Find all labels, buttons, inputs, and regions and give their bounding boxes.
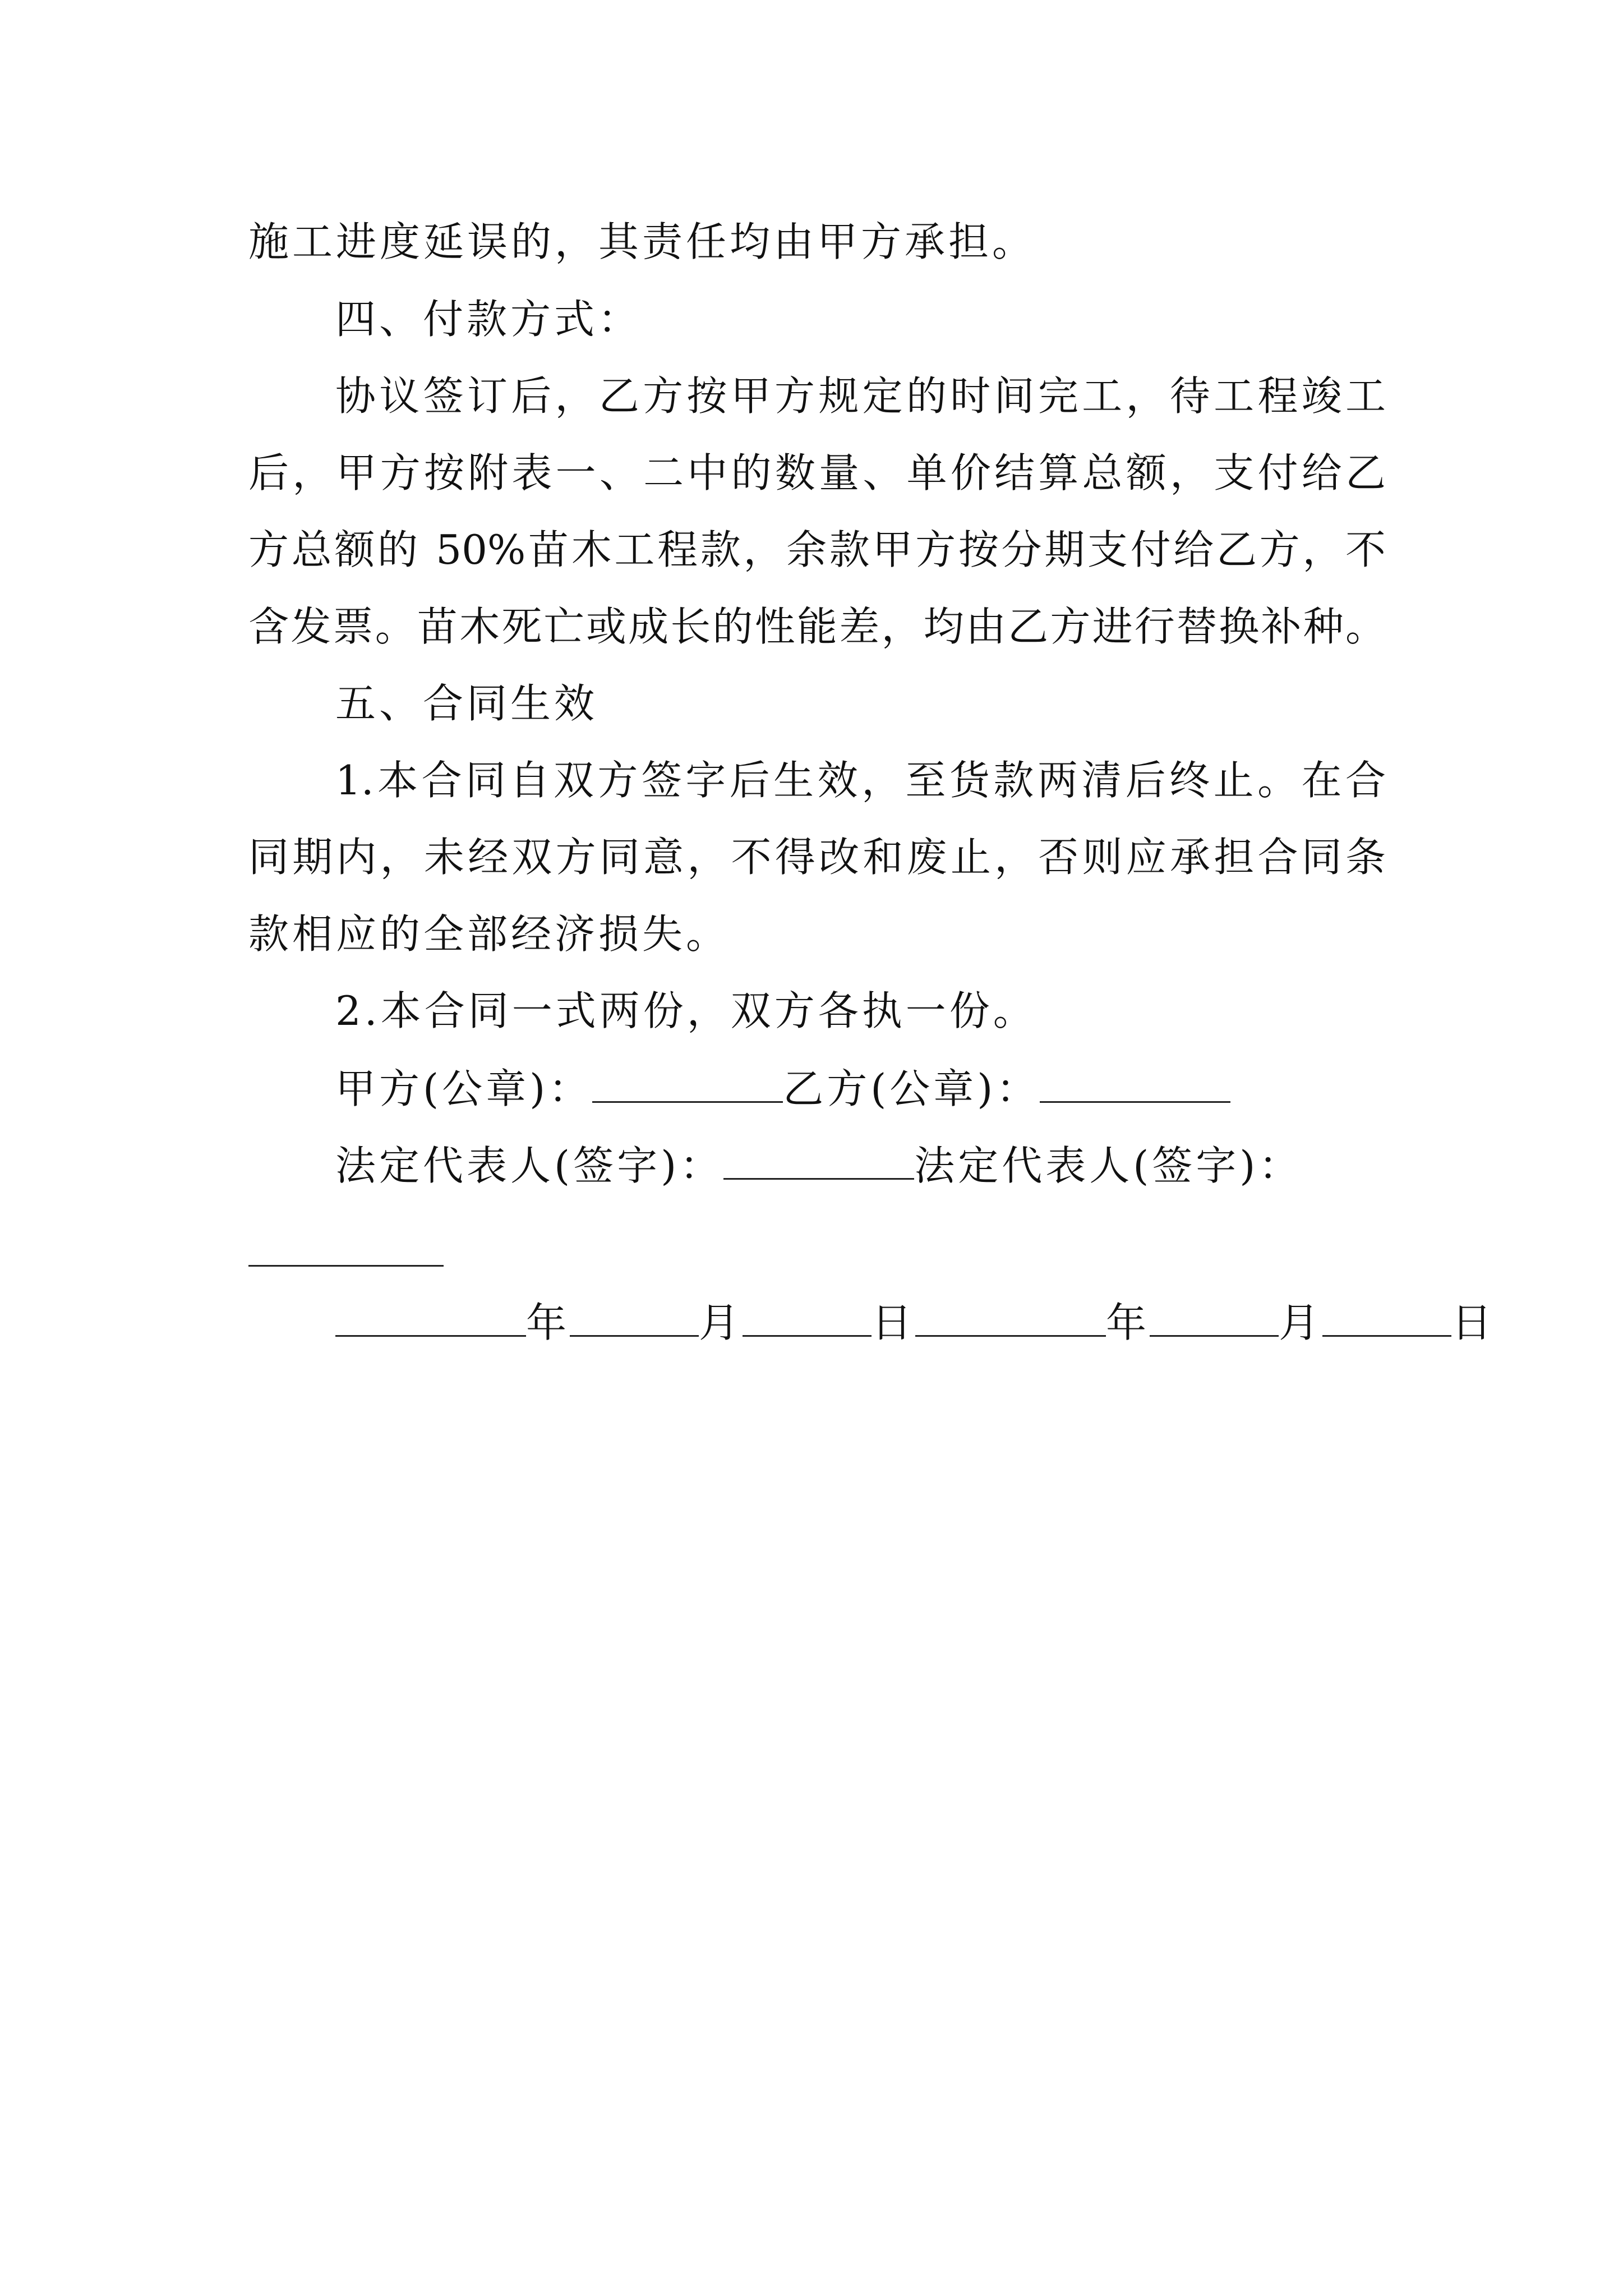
seal-row bbox=[335, 1065, 1230, 1112]
party-b-seal-blank bbox=[1040, 1068, 1230, 1103]
party-a-seal-label: 甲方(公章)： bbox=[335, 1065, 593, 1112]
party-a-seal-blank bbox=[592, 1068, 783, 1103]
party-a-day-blank bbox=[743, 1301, 872, 1337]
day-label: 日 bbox=[872, 1299, 916, 1346]
month-label: 月 bbox=[699, 1299, 743, 1346]
party-b-rep-blank bbox=[248, 1265, 444, 1267]
paragraph-line: 同期内，未经双方同意，不得改和废止，否则应承担合同条 bbox=[248, 834, 1386, 881]
party-b-seal-label: 乙方(公章)： bbox=[783, 1065, 1040, 1112]
paragraph-line: 1.本合同自双方签字后生效，至货款两清后终止。在合 bbox=[335, 757, 1386, 804]
paragraph-line: 协议签订后，乙方按甲方规定的时间完工，待工程竣工 bbox=[335, 372, 1386, 420]
paragraph-line: 后，甲方按附表一、二中的数量、单价结算总额，支付给乙 bbox=[248, 449, 1386, 496]
paragraph-line: 含发票。苗木死亡或成长的性能差，均由乙方进行替换补种。 bbox=[248, 603, 1386, 650]
party-a-rep-blank bbox=[723, 1144, 914, 1180]
paragraph-line: 施工进度延误的，其责任均由甲方承担。 bbox=[248, 218, 1036, 265]
day-label: 日 bbox=[1451, 1299, 1496, 1346]
section-heading-payment: 四、付款方式： bbox=[335, 296, 642, 343]
party-b-day-blank bbox=[1322, 1301, 1451, 1337]
section-heading-effect: 五、合同生效 bbox=[335, 680, 598, 727]
year-label: 年 bbox=[526, 1299, 570, 1346]
paragraph-line: 方总额的 50%苗木工程款，余款甲方按分期支付给乙方，不 bbox=[248, 526, 1386, 573]
party-b-rep-label: 法定代表人(签字)： bbox=[914, 1142, 1303, 1189]
party-b-month-blank bbox=[1150, 1301, 1279, 1337]
paragraph-line: 2.本合同一式两份，双方各执一份。 bbox=[335, 987, 1037, 1034]
month-label: 月 bbox=[1279, 1299, 1323, 1346]
representative-row bbox=[335, 1142, 1303, 1189]
year-label: 年 bbox=[1106, 1299, 1150, 1346]
party-a-year-blank bbox=[335, 1301, 526, 1337]
party-b-year-blank bbox=[915, 1301, 1106, 1337]
paragraph-line: 款相应的全部经济损失。 bbox=[248, 910, 730, 958]
date-row bbox=[335, 1299, 1496, 1346]
party-a-month-blank bbox=[570, 1301, 699, 1337]
party-a-rep-label: 法定代表人(签字)： bbox=[335, 1142, 724, 1189]
